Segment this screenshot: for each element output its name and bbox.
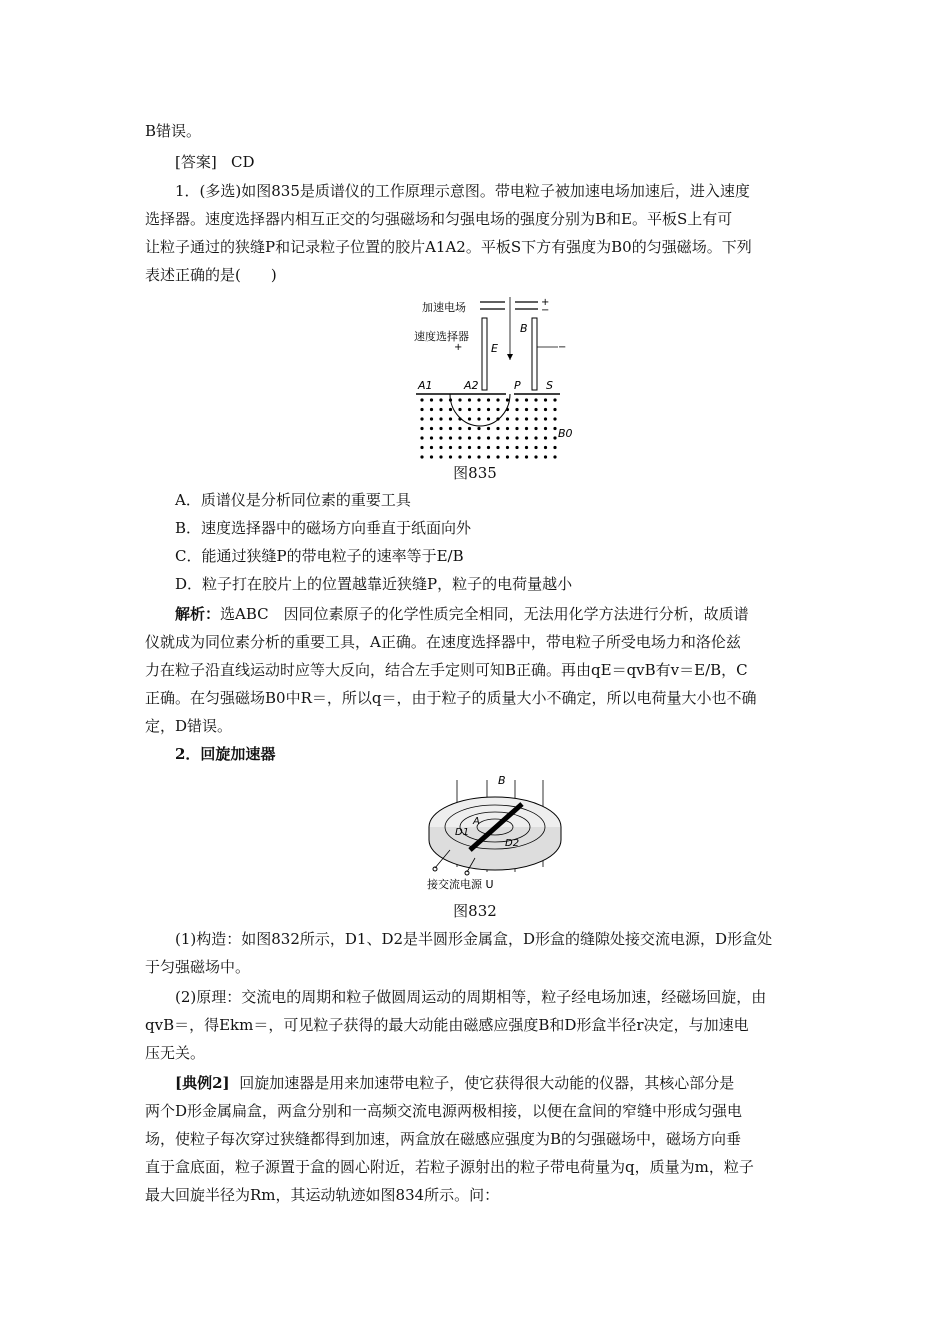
field-dot bbox=[430, 417, 433, 420]
field-dot bbox=[487, 408, 490, 411]
field-dot bbox=[420, 446, 423, 449]
field-dot bbox=[439, 446, 442, 449]
field-dot bbox=[553, 455, 556, 458]
field-dot bbox=[439, 436, 442, 439]
field-dot bbox=[525, 417, 528, 420]
analysis-label: 解析： bbox=[175, 605, 221, 623]
field-dot bbox=[553, 408, 556, 411]
field-dot bbox=[458, 417, 461, 420]
field-dot bbox=[525, 455, 528, 458]
option-d: D．粒子打在胶片上的位置越靠近狭缝P，粒子的电荷量越小 bbox=[175, 575, 573, 593]
analysis-line: 力在粒子沿直线运动时应等大反向，结合左手定则可知B正确。再由qE＝qvB有v＝E/B，C bbox=[145, 661, 748, 679]
field-dot bbox=[430, 427, 433, 430]
field-dot bbox=[515, 417, 518, 420]
field-dot bbox=[449, 408, 452, 411]
minus-sign: − bbox=[558, 342, 567, 353]
field-dot bbox=[439, 408, 442, 411]
field-dot bbox=[544, 417, 547, 420]
field-dot bbox=[544, 398, 547, 401]
field-dot bbox=[496, 427, 499, 430]
example-line: 两个D形金属扁盒，两盒分别和一高频交流电源两极相接，以便在盒间的窄缝中形成匀强电 bbox=[145, 1102, 743, 1120]
field-dot bbox=[553, 436, 556, 439]
field-dot bbox=[468, 408, 471, 411]
field-dot bbox=[439, 398, 442, 401]
field-dot bbox=[468, 417, 471, 420]
field-dot bbox=[458, 398, 461, 401]
field-dot bbox=[553, 427, 556, 430]
field-dot bbox=[506, 446, 509, 449]
field-dot bbox=[487, 455, 490, 458]
question-line: 选择器。速度选择器内相互正交的匀强磁场和匀强电场的强度分别为B和E。平板S上有可 bbox=[145, 210, 733, 228]
analysis-line: 仪就成为同位素分析的重要工具，A正确。在速度选择器中，带电粒子所受电场力和洛伦兹 bbox=[145, 633, 741, 651]
field-dot bbox=[525, 446, 528, 449]
s-label: S bbox=[546, 379, 553, 392]
field-dot bbox=[477, 446, 480, 449]
field-dot bbox=[458, 455, 461, 458]
field-dot bbox=[544, 408, 547, 411]
b-field-label: B bbox=[520, 322, 528, 335]
field-dot bbox=[496, 398, 499, 401]
field-dot bbox=[544, 455, 547, 458]
field-dot bbox=[430, 408, 433, 411]
field-dot bbox=[430, 455, 433, 458]
field-dot bbox=[534, 455, 537, 458]
field-dot bbox=[553, 417, 556, 420]
option-c: C．能通过狭缝P的带电粒子的速率等于E/B bbox=[175, 547, 464, 565]
cyclotron-a-label: A bbox=[473, 816, 480, 827]
field-dot bbox=[544, 436, 547, 439]
example-line: 直于盒底面，粒子源置于盒的圆心附近，若粒子源射出的粒子带电荷量为q，质量为m，粒子 bbox=[145, 1158, 754, 1176]
field-dot bbox=[515, 446, 518, 449]
field-dot bbox=[544, 427, 547, 430]
field-dot bbox=[449, 417, 452, 420]
field-dot bbox=[506, 398, 509, 401]
field-dot bbox=[458, 436, 461, 439]
field-dot bbox=[506, 408, 509, 411]
question-line: 表述正确的是( ) bbox=[145, 266, 277, 284]
field-dot bbox=[525, 408, 528, 411]
field-dot bbox=[534, 436, 537, 439]
body-line: (1)构造：如图832所示，D1、D2是半圆形金属盒，D形盒的缝隙处接交流电源，D形盒处 bbox=[175, 930, 773, 948]
analysis-line: 定，D错误。 bbox=[145, 717, 233, 735]
option-a: A．质谱仪是分析同位素的重要工具 bbox=[175, 491, 411, 509]
field-dot bbox=[506, 455, 509, 458]
p-label: P bbox=[514, 379, 521, 392]
plus-sign: + bbox=[541, 297, 550, 308]
field-dot bbox=[468, 446, 471, 449]
field-dot bbox=[468, 436, 471, 439]
field-dot bbox=[449, 436, 452, 439]
question-line: 1．(多选)如图835是质谱仪的工作原理示意图。带电粒子被加速电场加速后，进入速度 bbox=[175, 182, 750, 200]
field-dot bbox=[506, 427, 509, 430]
field-dot bbox=[420, 417, 423, 420]
analysis-line: 正确。在匀强磁场B0中R＝，所以q＝，由于粒子的质量大小不确定，所以电荷量大小也不确 bbox=[145, 689, 757, 707]
cyclotron-figure bbox=[415, 772, 575, 892]
question-line: 让粒子通过的狭缝P和记录粒子位置的胶片A1A2。平板S下方有强度为B0的匀强磁场。下列 bbox=[145, 238, 752, 256]
field-dot bbox=[449, 398, 452, 401]
field-dot bbox=[506, 436, 509, 439]
field-dot bbox=[458, 427, 461, 430]
field-dot bbox=[487, 427, 490, 430]
field-dot bbox=[496, 436, 499, 439]
field-dot bbox=[487, 417, 490, 420]
field-dot bbox=[468, 427, 471, 430]
field-dot bbox=[487, 398, 490, 401]
field-dot bbox=[515, 436, 518, 439]
velocity-selector-label: 速度选择器 bbox=[414, 330, 469, 343]
mass-spectrometer-figure bbox=[410, 292, 580, 460]
option-b: B．速度选择器中的磁场方向垂直于纸面向外 bbox=[175, 519, 472, 537]
body-line: qvB＝，得Ekm＝，可见粒子获得的最大动能由磁感应强度B和D形盒半径r决定，与加速电 bbox=[145, 1016, 749, 1034]
field-dot bbox=[544, 446, 547, 449]
field-dot bbox=[439, 455, 442, 458]
field-dot bbox=[449, 446, 452, 449]
a1-label: A1 bbox=[418, 379, 433, 392]
answer-label: [答案] bbox=[175, 153, 217, 171]
field-dot bbox=[420, 398, 423, 401]
field-dot bbox=[534, 427, 537, 430]
field-dot bbox=[534, 398, 537, 401]
field-dot bbox=[420, 455, 423, 458]
section-heading: 2．回旋加速器 bbox=[175, 745, 276, 763]
field-dot bbox=[515, 427, 518, 430]
example-line: 最大回旋半径为Rm，其运动轨迹如图834所示。问： bbox=[145, 1186, 500, 1204]
field-dot bbox=[496, 417, 499, 420]
field-dot bbox=[496, 455, 499, 458]
field-dot bbox=[477, 417, 480, 420]
field-dot bbox=[515, 398, 518, 401]
field-dot bbox=[449, 455, 452, 458]
field-dot bbox=[477, 427, 480, 430]
field-dot bbox=[430, 398, 433, 401]
example-line: 场，使粒子每次穿过狭缝都得到加速，两盒放在磁感应强度为B的匀强磁场中，磁场方向垂 bbox=[145, 1130, 742, 1148]
field-dot bbox=[468, 398, 471, 401]
body-line: (2)原理：交流电的周期和粒子做圆周运动的周期相等，粒子经电场加速，经磁场回旋，由 bbox=[175, 988, 767, 1006]
field-dot bbox=[496, 408, 499, 411]
field-dot bbox=[430, 446, 433, 449]
figure-835-caption: 图835 bbox=[453, 464, 497, 482]
answer-line bbox=[145, 149, 810, 176]
field-dot bbox=[506, 417, 509, 420]
field-dot bbox=[420, 408, 423, 411]
field-dot bbox=[477, 455, 480, 458]
analysis-line: 解析：选ABC 因同位素原子的化学性质完全相同，无法用化学方法进行分析，故质谱 bbox=[175, 605, 749, 623]
field-dot bbox=[525, 436, 528, 439]
cyclotron-b-label: B bbox=[498, 774, 506, 787]
body-line: 压无关。 bbox=[145, 1044, 206, 1062]
field-dot bbox=[487, 446, 490, 449]
d1-label: D1 bbox=[455, 827, 470, 838]
field-dot bbox=[534, 408, 537, 411]
field-dot bbox=[477, 408, 480, 411]
field-dot bbox=[458, 408, 461, 411]
paragraph-continuation: B错误。 bbox=[145, 122, 202, 140]
example-label: [典例2] bbox=[175, 1074, 230, 1092]
field-dot bbox=[430, 436, 433, 439]
field-dot bbox=[525, 427, 528, 430]
field-dot bbox=[420, 436, 423, 439]
field-dot bbox=[515, 455, 518, 458]
field-dot bbox=[477, 398, 480, 401]
plus-sign: + bbox=[454, 342, 463, 353]
field-dot bbox=[439, 417, 442, 420]
answer-value: CD bbox=[231, 153, 255, 171]
minus-sign: − bbox=[541, 305, 550, 316]
field-dot bbox=[525, 398, 528, 401]
ac-source-label: 接交流电源 U bbox=[427, 878, 494, 891]
b0-label: B0 bbox=[558, 427, 573, 440]
field-dot bbox=[477, 436, 480, 439]
body-line: 于匀强磁场中。 bbox=[145, 958, 251, 976]
magnetic-field-dots bbox=[420, 398, 556, 458]
field-dot bbox=[458, 446, 461, 449]
field-dot bbox=[449, 427, 452, 430]
example-line: [典例2] 回旋加速器是用来加速带电粒子，使它获得很大动能的仪器，其核心部分是 bbox=[175, 1074, 735, 1092]
field-dot bbox=[487, 436, 490, 439]
field-dot bbox=[496, 446, 499, 449]
field-dot bbox=[534, 446, 537, 449]
e-field-label: E bbox=[491, 342, 498, 355]
accel-field-label: 加速电场 bbox=[422, 301, 466, 314]
field-dot bbox=[420, 427, 423, 430]
field-dot bbox=[515, 408, 518, 411]
figure-832-caption: 图832 bbox=[453, 902, 497, 920]
field-dot bbox=[468, 455, 471, 458]
field-dot bbox=[534, 417, 537, 420]
field-dot bbox=[439, 427, 442, 430]
d2-label: D2 bbox=[505, 838, 520, 849]
field-dot bbox=[553, 446, 556, 449]
a2-label: A2 bbox=[464, 379, 479, 392]
field-dot bbox=[553, 398, 556, 401]
